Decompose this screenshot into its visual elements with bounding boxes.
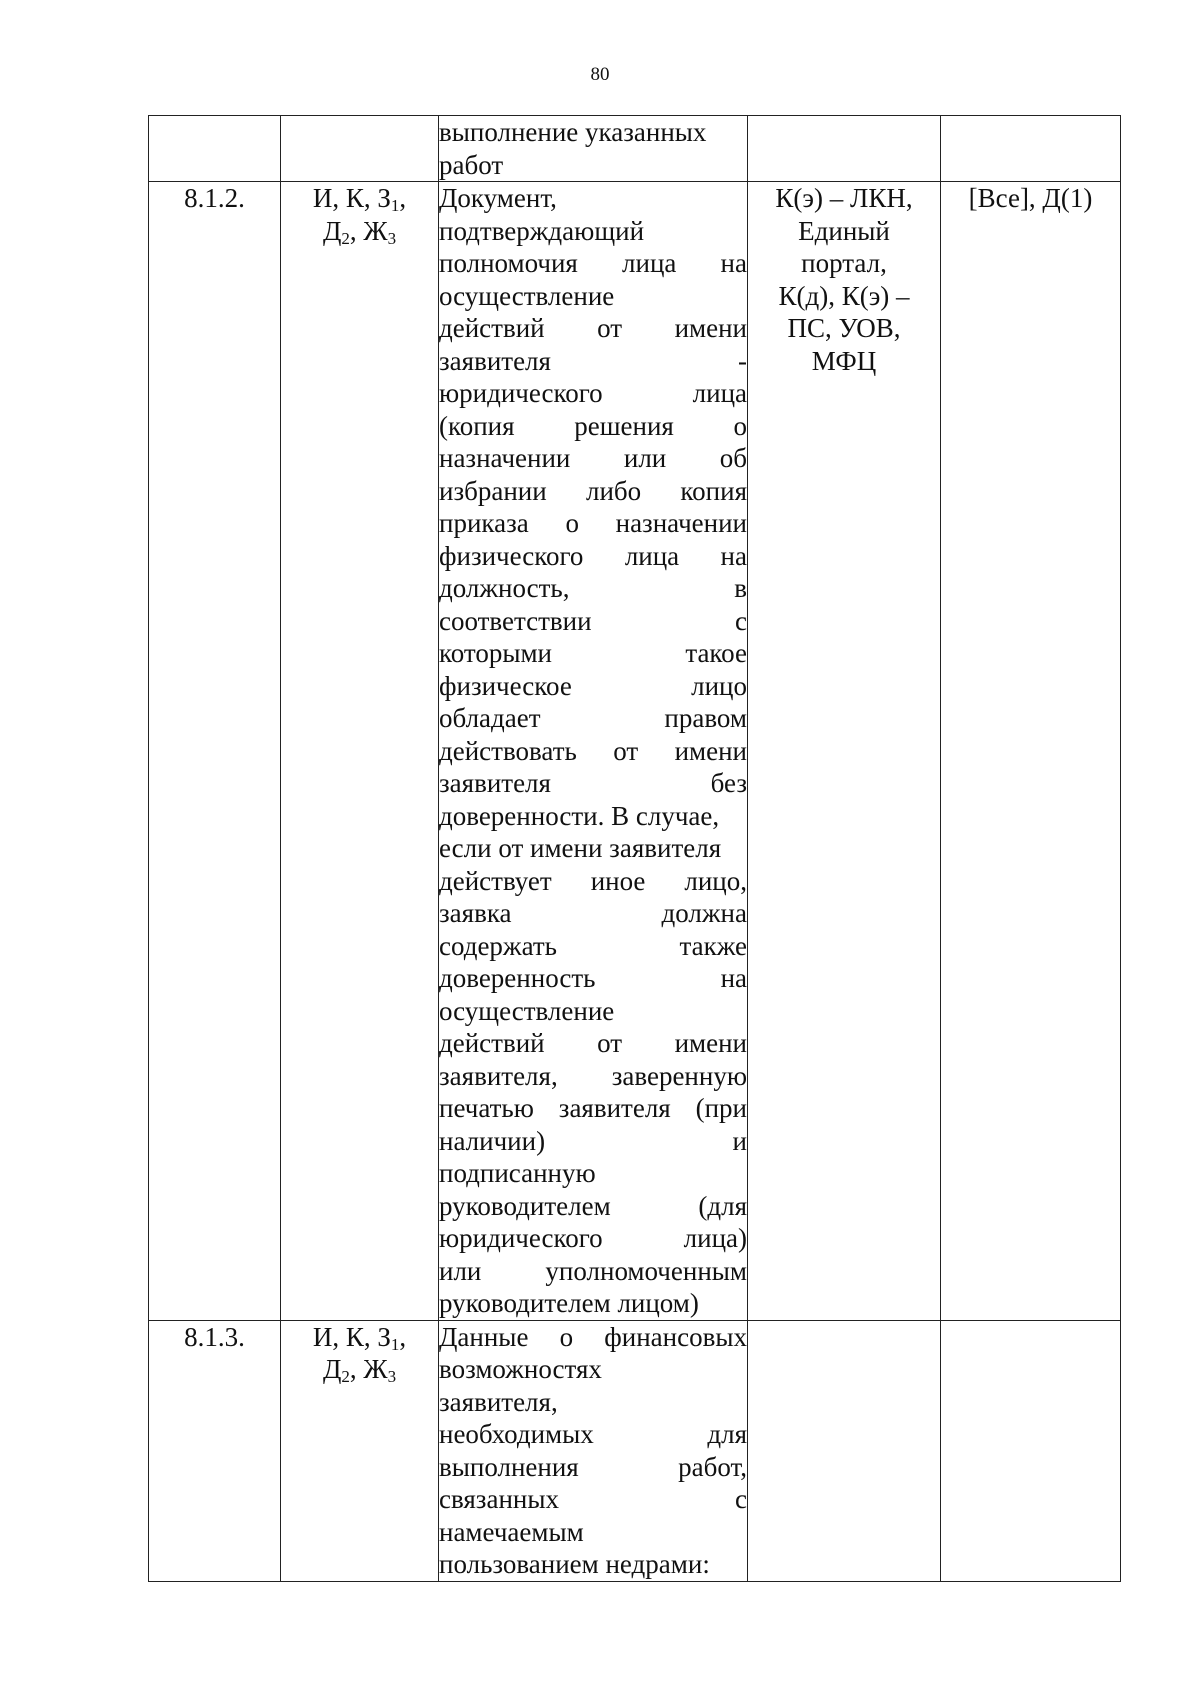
submission-method-line: МФЦ [811,345,877,376]
applicant-codes-line: И, К, $З_1$, [312,183,407,215]
document-description-cell [439,1320,748,1581]
submission-method-line: К(д), К(э) – [778,280,910,311]
description-line: заявителя, заверенную [439,1060,747,1091]
row-number: 8.1.2. [184,183,245,213]
description-line: действовать от имени [439,735,747,766]
description-line: работ [439,149,504,180]
description-line: должность, в [439,573,747,603]
description-line: физическое лицо [439,670,747,701]
submission-method-cell [748,1320,941,1581]
submission-method-line: портал, [801,248,887,278]
table-row [149,182,1121,1321]
description-line: полномочия лица на [439,248,747,278]
description-line: подтверждающий [439,215,645,246]
document-description-cell [439,182,748,1321]
description-line: которыми такое [439,638,747,668]
description-line: доверенность на [439,963,747,993]
description-line: юридического лица [439,378,747,408]
submission-method-line: Единый [798,215,890,246]
applicant-codes-line: $Д_2$, $Ж_3$ [322,1354,397,1386]
description-line: руководителем лицом) [439,1288,699,1318]
document-table [148,115,1121,1582]
applicant-category-cell [941,182,1121,1321]
description-line: выполнение указанных [439,117,707,147]
applicant-codes-cell [281,116,439,182]
description-line: подписанную [439,1158,596,1188]
table-row [149,116,1121,182]
description-line: Документ, [439,183,557,213]
description-line: или уполномоченным [439,1255,747,1286]
description-line: заявителя без [439,768,747,798]
description-line: содержать также [439,930,747,961]
page-number: 80 [590,64,610,85]
document-description-cell [439,116,748,182]
description-line: обладает правом [439,703,747,733]
row-number-cell [149,1320,281,1581]
description-line: наличии) и [439,1125,747,1156]
description-line: физического лица на [439,540,747,571]
description-line: приказа о назначении [439,508,747,538]
applicant-category-cell [941,1320,1121,1581]
description-line: Данные о финансовых [439,1321,747,1352]
description-line: намечаемым [439,1516,584,1547]
description-line: осуществление [439,280,615,311]
description-line: необходимых для [439,1419,747,1449]
description-line: соответствии с [439,605,747,636]
description-line: юридического лица) [439,1223,747,1253]
applicant-codes-line: $Д_2$, $Ж_3$ [322,215,397,248]
applicant-codes-cell [281,1320,439,1581]
description-line: если от имени заявителя [439,833,722,863]
description-line: печатью заявителя (при [439,1093,747,1123]
applicant-category: [Все], Д(1) [968,183,1093,213]
description-line: пользованием недрами: [439,1549,710,1579]
description-line: (копия решения о [439,410,747,441]
row-number-cell [149,116,281,182]
applicant-codes-cell [281,182,439,1321]
row-number: 8.1.3. [184,1321,245,1352]
description-line: заявка должна [439,898,747,928]
description-line: возможностях [439,1354,602,1384]
description-line: действует иное лицо, [439,865,747,896]
description-line: заявителя - [439,345,747,376]
submission-method-line: ПС, УОВ, [787,313,901,343]
table-row [149,1320,1121,1581]
submission-method-line: К(э) – ЛКН, [775,183,913,213]
description-line: заявителя, [439,1386,558,1417]
applicant-codes-line: И, К, $З_1$, [312,1321,407,1354]
submission-method-cell [748,182,941,1321]
description-line: действий от имени [439,1028,747,1058]
description-line: доверенности. В случае, [439,800,720,831]
applicant-category-cell [941,116,1121,182]
row-number-cell [149,182,281,1321]
description-line: выполнения работ, [439,1451,747,1482]
description-line: руководителем (для [439,1190,747,1221]
description-line: избрании либо копия [439,475,747,506]
description-line: осуществление [439,995,615,1026]
description-line: связанных с [439,1484,747,1514]
submission-method-cell [748,116,941,182]
description-line: назначении или об [439,443,747,473]
description-line: действий от имени [439,313,747,343]
